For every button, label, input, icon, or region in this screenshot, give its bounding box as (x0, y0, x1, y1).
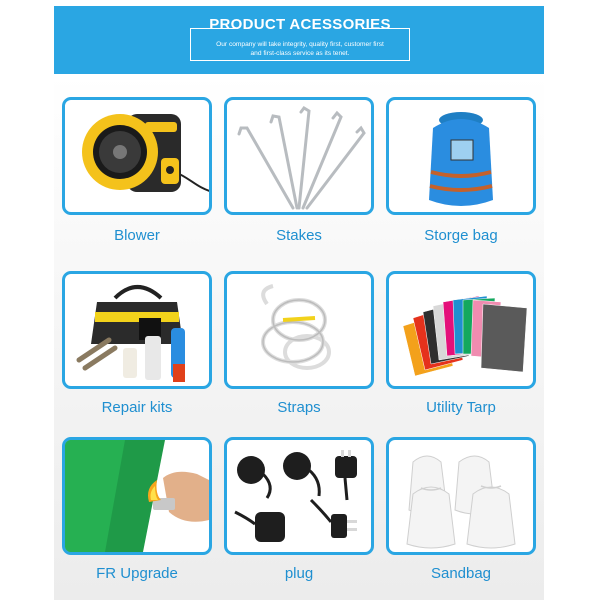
product-label-utility-tarp: Utility Tarp (426, 399, 496, 416)
repair-kit-icon (65, 274, 209, 386)
product-label-storage-bag: Storge bag (424, 227, 498, 244)
product-tile-repair-kits[interactable] (62, 271, 212, 389)
product-tile-blower[interactable] (62, 97, 212, 215)
blower-icon (65, 100, 209, 212)
straps-icon (227, 274, 371, 386)
storage-bag-icon (389, 100, 533, 212)
product-tile-straps[interactable] (224, 271, 374, 389)
plug-icon (227, 440, 371, 552)
banner-subtitle-line-1: Our company will take integrity, quality first, customer first (216, 41, 384, 48)
tarp-icon (389, 274, 533, 386)
product-label-blower: Blower (114, 227, 160, 244)
product-label-fr-upgrade: FR Upgrade (96, 565, 178, 582)
product-label-plug: plug (284, 565, 314, 582)
product-label-sandbag: Sandbag (430, 565, 492, 582)
product-label-stakes: Stakes (276, 227, 322, 244)
product-tile-storage-bag[interactable] (386, 97, 536, 215)
product-label-straps: Straps (277, 399, 321, 416)
product-tile-utility-tarp[interactable] (386, 271, 536, 389)
product-tile-sandbag[interactable] (386, 437, 536, 555)
sandbag-icon (389, 440, 533, 552)
banner-subtitle (190, 40, 410, 58)
fr-upgrade-icon (65, 440, 209, 552)
product-tile-plug[interactable] (224, 437, 374, 555)
stakes-icon (227, 100, 371, 212)
page-title: PRODUCT ACESSORIES (209, 16, 391, 33)
banner-subtitle-line-2: and first-class service as its tenet. (250, 50, 350, 57)
product-tile-stakes[interactable] (224, 97, 374, 215)
product-label-repair-kits: Repair kits (101, 399, 173, 416)
product-tile-fr-upgrade[interactable] (62, 437, 212, 555)
